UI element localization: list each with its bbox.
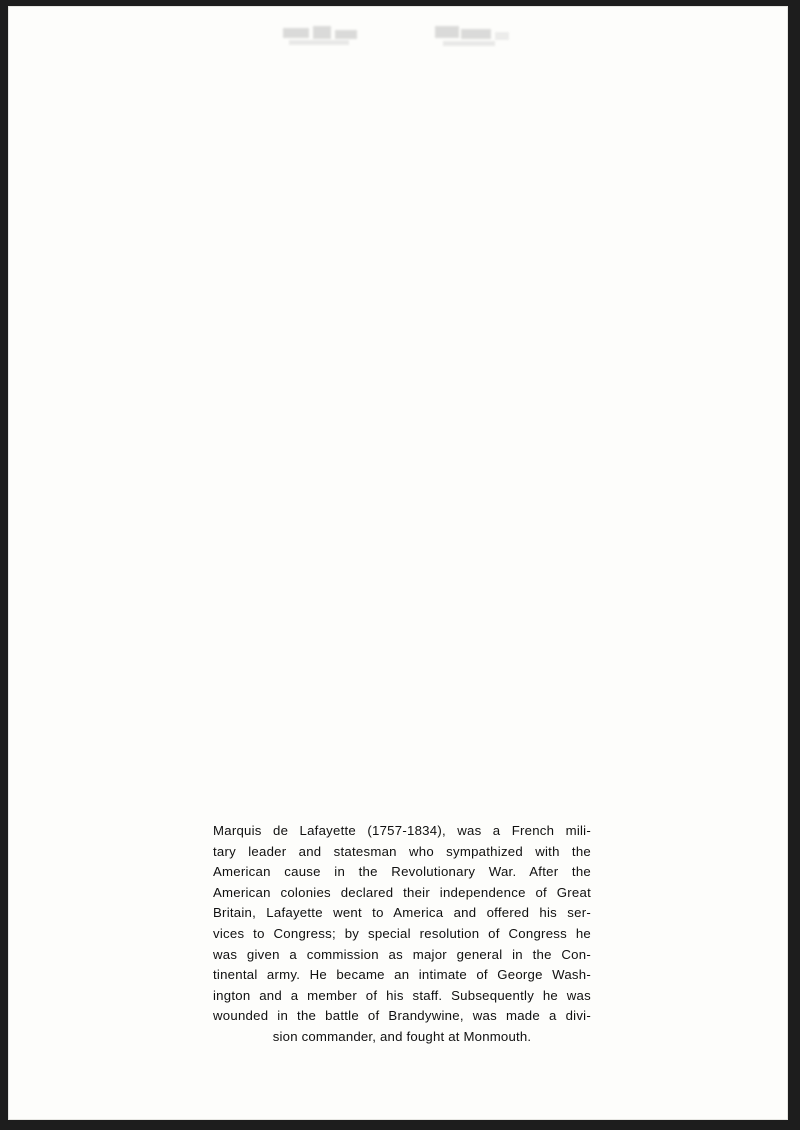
caption-line: Britain, Lafayette went to America and offered his ser- bbox=[213, 905, 591, 921]
showthrough-mark bbox=[443, 41, 495, 46]
caption-line: was given a commission as major general in the Con- bbox=[213, 946, 591, 962]
caption-line: American cause in the Revolutionary War. After the bbox=[213, 864, 591, 880]
caption-line: vices to Congress; by special resolution of Congress he bbox=[213, 925, 591, 941]
caption-line: wounded in the battle of Brandywine, was made a divi- bbox=[213, 1008, 591, 1024]
showthrough-mark bbox=[335, 30, 357, 39]
caption-line: American colonies declared their independence of Great bbox=[213, 884, 591, 900]
showthrough-mark bbox=[289, 40, 349, 45]
ink-showthrough-marks bbox=[263, 20, 553, 62]
caption-line: ington and a member of his staff. Subsequently he was bbox=[213, 987, 591, 1003]
caption-line: Marquis de Lafayette (1757-1834), was a French mili- bbox=[213, 823, 591, 838]
caption-line: tinental army. He became an intimate of George Wash- bbox=[213, 967, 591, 983]
caption-line: sion commander, and fought at Monmouth. bbox=[272, 1028, 532, 1044]
caption-line: tary leader and statesman who sympathized with the bbox=[213, 843, 591, 859]
caption-paragraph bbox=[213, 821, 591, 1048]
showthrough-mark bbox=[495, 32, 509, 40]
page-sheet bbox=[8, 6, 788, 1120]
showthrough-mark bbox=[435, 26, 459, 38]
showthrough-mark bbox=[313, 26, 331, 39]
showthrough-mark bbox=[461, 29, 491, 39]
showthrough-mark bbox=[283, 28, 309, 38]
